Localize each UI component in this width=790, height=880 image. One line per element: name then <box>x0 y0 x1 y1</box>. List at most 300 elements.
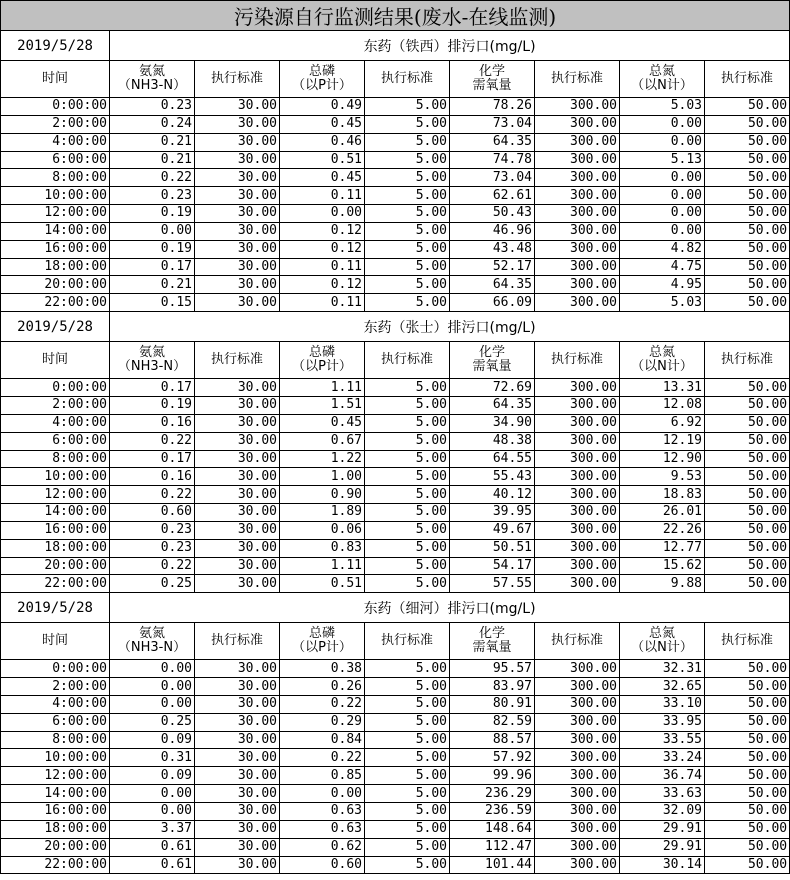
cell-cod: 66.09 <box>450 294 535 312</box>
cell-cod: 64.55 <box>450 450 535 468</box>
header-phosphorus: 总磷 （以P计） <box>280 61 365 98</box>
cell-time: 6:00:00 <box>1 713 110 731</box>
cell-phosphorus-standard: 5.00 <box>365 731 450 749</box>
title-row <box>1 1 790 31</box>
table-row <box>1 468 790 486</box>
cell-phosphorus-standard: 5.00 <box>365 240 450 258</box>
cell-cod: 112.47 <box>450 838 535 856</box>
cell-nitrogen-standard: 50.00 <box>705 187 790 205</box>
cell-nitrogen: 0.00 <box>620 133 705 151</box>
table-row <box>1 838 790 856</box>
header-standard: 执行标准 <box>365 61 450 98</box>
cell-cod: 40.12 <box>450 486 535 504</box>
cell-phosphorus-standard: 5.00 <box>365 713 450 731</box>
cell-ammonia-standard: 30.00 <box>195 151 280 169</box>
cell-nitrogen: 15.62 <box>620 557 705 575</box>
cell-phosphorus-standard: 5.00 <box>365 660 450 678</box>
cell-nitrogen-standard: 50.00 <box>705 695 790 713</box>
cell-time: 12:00:00 <box>1 767 110 785</box>
cell-phosphorus: 0.45 <box>280 169 365 187</box>
cell-cod-standard: 300.00 <box>535 414 620 432</box>
cell-time: 16:00:00 <box>1 803 110 821</box>
header-time: 时间 <box>1 342 110 379</box>
section-header-row <box>1 593 790 623</box>
cell-cod: 50.43 <box>450 205 535 223</box>
cell-ammonia: 0.00 <box>110 222 195 240</box>
cell-cod: 55.43 <box>450 468 535 486</box>
cell-time: 14:00:00 <box>1 222 110 240</box>
cell-ammonia-standard: 30.00 <box>195 660 280 678</box>
cell-time: 10:00:00 <box>1 187 110 205</box>
cell-nitrogen: 4.82 <box>620 240 705 258</box>
cell-cod: 39.95 <box>450 504 535 522</box>
table-row <box>1 432 790 450</box>
header-standard: 执行标准 <box>365 623 450 660</box>
cell-phosphorus: 0.00 <box>280 205 365 223</box>
cell-ammonia-standard: 30.00 <box>195 678 280 696</box>
cell-nitrogen-standard: 50.00 <box>705 133 790 151</box>
table-row <box>1 294 790 312</box>
cell-cod: 148.64 <box>450 820 535 838</box>
cell-phosphorus: 1.11 <box>280 557 365 575</box>
cell-cod: 83.97 <box>450 678 535 696</box>
cell-ammonia: 0.61 <box>110 856 195 874</box>
header-standard: 执行标准 <box>535 623 620 660</box>
cell-nitrogen-standard: 50.00 <box>705 222 790 240</box>
section-date: 2019/5/28 <box>1 312 110 342</box>
cell-cod: 43.48 <box>450 240 535 258</box>
cell-phosphorus: 1.89 <box>280 504 365 522</box>
cell-cod: 46.96 <box>450 222 535 240</box>
cell-phosphorus-standard: 5.00 <box>365 115 450 133</box>
cell-phosphorus: 0.38 <box>280 660 365 678</box>
table-row <box>1 98 790 116</box>
cell-time: 12:00:00 <box>1 205 110 223</box>
cell-cod-standard: 300.00 <box>535 838 620 856</box>
cell-ammonia: 0.16 <box>110 414 195 432</box>
cell-cod: 101.44 <box>450 856 535 874</box>
header-cod: 化学 需氧量 <box>450 61 535 98</box>
cell-nitrogen-standard: 50.00 <box>705 785 790 803</box>
cell-cod-standard: 300.00 <box>535 276 620 294</box>
cell-phosphorus: 0.90 <box>280 486 365 504</box>
table-row <box>1 856 790 874</box>
cell-cod-standard: 300.00 <box>535 258 620 276</box>
cell-cod-standard: 300.00 <box>535 468 620 486</box>
cell-nitrogen: 0.00 <box>620 115 705 133</box>
cell-cod-standard: 300.00 <box>535 151 620 169</box>
cell-nitrogen: 4.75 <box>620 258 705 276</box>
cell-phosphorus: 0.83 <box>280 539 365 557</box>
cell-nitrogen-standard: 50.00 <box>705 856 790 874</box>
table-row <box>1 575 790 593</box>
cell-nitrogen: 5.03 <box>620 98 705 116</box>
cell-time: 4:00:00 <box>1 133 110 151</box>
cell-ammonia-standard: 30.00 <box>195 838 280 856</box>
cell-nitrogen-standard: 50.00 <box>705 713 790 731</box>
cell-nitrogen-standard: 50.00 <box>705 557 790 575</box>
cell-phosphorus: 0.11 <box>280 258 365 276</box>
cell-phosphorus: 0.63 <box>280 820 365 838</box>
cell-phosphorus-standard: 5.00 <box>365 133 450 151</box>
cell-phosphorus-standard: 5.00 <box>365 539 450 557</box>
cell-phosphorus: 0.46 <box>280 133 365 151</box>
cell-phosphorus-standard: 5.00 <box>365 294 450 312</box>
cell-ammonia-standard: 30.00 <box>195 379 280 397</box>
cell-time: 0:00:00 <box>1 379 110 397</box>
table-row <box>1 539 790 557</box>
cell-ammonia-standard: 30.00 <box>195 521 280 539</box>
cell-time: 20:00:00 <box>1 276 110 294</box>
cell-ammonia: 0.25 <box>110 713 195 731</box>
header-ammonia: 氨氮 （NH3-N） <box>110 342 195 379</box>
cell-nitrogen: 12.08 <box>620 396 705 414</box>
cell-ammonia: 0.17 <box>110 379 195 397</box>
cell-ammonia-standard: 30.00 <box>195 450 280 468</box>
cell-nitrogen-standard: 50.00 <box>705 521 790 539</box>
cell-time: 0:00:00 <box>1 98 110 116</box>
cell-nitrogen: 29.91 <box>620 838 705 856</box>
cell-phosphorus-standard: 5.00 <box>365 151 450 169</box>
cell-nitrogen: 33.55 <box>620 731 705 749</box>
cell-phosphorus: 0.51 <box>280 151 365 169</box>
cell-time: 10:00:00 <box>1 468 110 486</box>
cell-cod: 64.35 <box>450 396 535 414</box>
cell-cod-standard: 300.00 <box>535 856 620 874</box>
table-row <box>1 151 790 169</box>
cell-nitrogen: 29.91 <box>620 820 705 838</box>
cell-phosphorus-standard: 5.00 <box>365 222 450 240</box>
cell-nitrogen: 9.53 <box>620 468 705 486</box>
cell-ammonia: 0.17 <box>110 258 195 276</box>
cell-cod-standard: 300.00 <box>535 432 620 450</box>
cell-ammonia-standard: 30.00 <box>195 575 280 593</box>
cell-cod-standard: 300.00 <box>535 713 620 731</box>
cell-cod-standard: 300.00 <box>535 695 620 713</box>
cell-cod: 95.57 <box>450 660 535 678</box>
cell-nitrogen-standard: 50.00 <box>705 575 790 593</box>
cell-cod-standard: 300.00 <box>535 115 620 133</box>
cell-cod-standard: 300.00 <box>535 294 620 312</box>
cell-ammonia-standard: 30.00 <box>195 695 280 713</box>
cell-ammonia-standard: 30.00 <box>195 557 280 575</box>
cell-time: 18:00:00 <box>1 539 110 557</box>
cell-ammonia-standard: 30.00 <box>195 486 280 504</box>
cell-time: 4:00:00 <box>1 414 110 432</box>
cell-phosphorus: 1.22 <box>280 450 365 468</box>
cell-time: 2:00:00 <box>1 678 110 696</box>
cell-phosphorus-standard: 5.00 <box>365 276 450 294</box>
cell-ammonia-standard: 30.00 <box>195 187 280 205</box>
table-row <box>1 713 790 731</box>
cell-phosphorus: 0.22 <box>280 695 365 713</box>
cell-time: 22:00:00 <box>1 294 110 312</box>
cell-ammonia: 0.19 <box>110 205 195 223</box>
cell-ammonia-standard: 30.00 <box>195 258 280 276</box>
cell-ammonia-standard: 30.00 <box>195 856 280 874</box>
cell-ammonia-standard: 30.00 <box>195 432 280 450</box>
table-row <box>1 205 790 223</box>
cell-cod: 82.59 <box>450 713 535 731</box>
cell-phosphorus: 0.12 <box>280 276 365 294</box>
table-row <box>1 187 790 205</box>
cell-ammonia: 0.16 <box>110 468 195 486</box>
cell-cod-standard: 300.00 <box>535 820 620 838</box>
table-row <box>1 785 790 803</box>
cell-time: 14:00:00 <box>1 504 110 522</box>
cell-nitrogen: 4.95 <box>620 276 705 294</box>
cell-cod: 49.67 <box>450 521 535 539</box>
cell-nitrogen-standard: 50.00 <box>705 98 790 116</box>
cell-phosphorus: 0.11 <box>280 294 365 312</box>
cell-time: 4:00:00 <box>1 695 110 713</box>
cell-ammonia: 0.00 <box>110 785 195 803</box>
cell-nitrogen: 18.83 <box>620 486 705 504</box>
table-row <box>1 276 790 294</box>
cell-phosphorus-standard: 5.00 <box>365 678 450 696</box>
cell-cod: 236.59 <box>450 803 535 821</box>
section-date: 2019/5/28 <box>1 31 110 61</box>
cell-time: 8:00:00 <box>1 169 110 187</box>
cell-time: 8:00:00 <box>1 731 110 749</box>
cell-ammonia: 0.21 <box>110 133 195 151</box>
header-standard: 执行标准 <box>195 342 280 379</box>
cell-nitrogen: 33.24 <box>620 749 705 767</box>
header-nitrogen: 总氮 （以N计） <box>620 342 705 379</box>
header-standard: 执行标准 <box>535 61 620 98</box>
table-row <box>1 222 790 240</box>
table-row <box>1 678 790 696</box>
header-time: 时间 <box>1 623 110 660</box>
cell-phosphorus: 0.26 <box>280 678 365 696</box>
cell-cod-standard: 300.00 <box>535 169 620 187</box>
table-row <box>1 660 790 678</box>
cell-phosphorus-standard: 5.00 <box>365 98 450 116</box>
cell-cod: 48.38 <box>450 432 535 450</box>
page-title: 污染源自行监测结果(废水-在线监测) <box>1 1 790 31</box>
cell-nitrogen: 0.00 <box>620 222 705 240</box>
cell-ammonia: 0.00 <box>110 695 195 713</box>
cell-time: 6:00:00 <box>1 432 110 450</box>
cell-nitrogen-standard: 50.00 <box>705 660 790 678</box>
cell-phosphorus: 1.00 <box>280 468 365 486</box>
cell-cod-standard: 300.00 <box>535 539 620 557</box>
cell-phosphorus: 0.12 <box>280 222 365 240</box>
cell-ammonia-standard: 30.00 <box>195 749 280 767</box>
cell-phosphorus: 0.51 <box>280 575 365 593</box>
cell-cod: 72.69 <box>450 379 535 397</box>
header-standard: 执行标准 <box>705 342 790 379</box>
cell-nitrogen-standard: 50.00 <box>705 504 790 522</box>
cell-time: 2:00:00 <box>1 115 110 133</box>
cell-cod-standard: 300.00 <box>535 557 620 575</box>
table-row <box>1 240 790 258</box>
cell-time: 6:00:00 <box>1 151 110 169</box>
cell-cod-standard: 300.00 <box>535 678 620 696</box>
cell-time: 8:00:00 <box>1 450 110 468</box>
cell-phosphorus-standard: 5.00 <box>365 575 450 593</box>
cell-phosphorus: 0.06 <box>280 521 365 539</box>
cell-time: 2:00:00 <box>1 396 110 414</box>
cell-cod-standard: 300.00 <box>535 660 620 678</box>
cell-nitrogen: 30.14 <box>620 856 705 874</box>
cell-nitrogen-standard: 50.00 <box>705 539 790 557</box>
cell-ammonia-standard: 30.00 <box>195 731 280 749</box>
cell-phosphorus: 0.12 <box>280 240 365 258</box>
cell-nitrogen: 22.26 <box>620 521 705 539</box>
cell-cod: 50.51 <box>450 539 535 557</box>
cell-cod-standard: 300.00 <box>535 749 620 767</box>
cell-cod-standard: 300.00 <box>535 486 620 504</box>
cell-ammonia: 0.00 <box>110 678 195 696</box>
cell-phosphorus-standard: 5.00 <box>365 205 450 223</box>
cell-cod: 88.57 <box>450 731 535 749</box>
cell-cod-standard: 300.00 <box>535 767 620 785</box>
cell-ammonia: 0.22 <box>110 486 195 504</box>
cell-nitrogen-standard: 50.00 <box>705 258 790 276</box>
header-phosphorus: 总磷 （以P计） <box>280 342 365 379</box>
cell-nitrogen: 12.77 <box>620 539 705 557</box>
cell-nitrogen: 32.31 <box>620 660 705 678</box>
cell-ammonia-standard: 30.00 <box>195 205 280 223</box>
header-cod: 化学 需氧量 <box>450 342 535 379</box>
table-row <box>1 414 790 432</box>
header-ammonia: 氨氮 （NH3-N） <box>110 61 195 98</box>
cell-nitrogen: 0.00 <box>620 187 705 205</box>
table-row <box>1 133 790 151</box>
table-row <box>1 521 790 539</box>
cell-nitrogen-standard: 50.00 <box>705 169 790 187</box>
cell-phosphorus: 0.45 <box>280 414 365 432</box>
cell-nitrogen-standard: 50.00 <box>705 115 790 133</box>
cell-ammonia-standard: 30.00 <box>195 820 280 838</box>
cell-phosphorus-standard: 5.00 <box>365 838 450 856</box>
cell-nitrogen-standard: 50.00 <box>705 432 790 450</box>
cell-phosphorus-standard: 5.00 <box>365 803 450 821</box>
section-site-name: 东药（铁西）排污口(mg/L) <box>110 31 790 61</box>
cell-cod: 78.26 <box>450 98 535 116</box>
cell-phosphorus: 0.29 <box>280 713 365 731</box>
cell-ammonia: 0.00 <box>110 660 195 678</box>
cell-cod-standard: 300.00 <box>535 450 620 468</box>
cell-phosphorus-standard: 5.00 <box>365 169 450 187</box>
cell-phosphorus: 1.51 <box>280 396 365 414</box>
cell-nitrogen: 0.00 <box>620 205 705 223</box>
table-row <box>1 486 790 504</box>
cell-ammonia-standard: 30.00 <box>195 396 280 414</box>
cell-ammonia: 0.23 <box>110 187 195 205</box>
cell-time: 16:00:00 <box>1 240 110 258</box>
cell-ammonia-standard: 30.00 <box>195 240 280 258</box>
cell-nitrogen-standard: 50.00 <box>705 731 790 749</box>
cell-time: 0:00:00 <box>1 660 110 678</box>
cell-cod: 52.17 <box>450 258 535 276</box>
cell-phosphorus: 0.11 <box>280 187 365 205</box>
cell-phosphorus-standard: 5.00 <box>365 258 450 276</box>
cell-ammonia-standard: 30.00 <box>195 785 280 803</box>
header-time: 时间 <box>1 61 110 98</box>
cell-ammonia: 0.17 <box>110 450 195 468</box>
cell-phosphorus-standard: 5.00 <box>365 450 450 468</box>
cell-time: 12:00:00 <box>1 486 110 504</box>
header-standard: 执行标准 <box>365 342 450 379</box>
cell-phosphorus-standard: 5.00 <box>365 785 450 803</box>
cell-ammonia-standard: 30.00 <box>195 713 280 731</box>
cell-phosphorus-standard: 5.00 <box>365 379 450 397</box>
cell-cod-standard: 300.00 <box>535 205 620 223</box>
cell-ammonia: 0.22 <box>110 169 195 187</box>
cell-cod-standard: 300.00 <box>535 504 620 522</box>
section-header-row <box>1 31 790 61</box>
cell-cod: 57.92 <box>450 749 535 767</box>
cell-ammonia: 0.22 <box>110 557 195 575</box>
cell-nitrogen-standard: 50.00 <box>705 803 790 821</box>
header-standard: 执行标准 <box>705 623 790 660</box>
cell-time: 22:00:00 <box>1 575 110 593</box>
cell-ammonia: 0.00 <box>110 803 195 821</box>
cell-ammonia: 0.22 <box>110 432 195 450</box>
cell-nitrogen-standard: 50.00 <box>705 379 790 397</box>
cell-phosphorus-standard: 5.00 <box>365 414 450 432</box>
table-row <box>1 767 790 785</box>
cell-nitrogen: 33.10 <box>620 695 705 713</box>
table-row <box>1 258 790 276</box>
cell-ammonia: 0.24 <box>110 115 195 133</box>
cell-ammonia-standard: 30.00 <box>195 803 280 821</box>
cell-cod-standard: 300.00 <box>535 98 620 116</box>
cell-nitrogen-standard: 50.00 <box>705 276 790 294</box>
table-row <box>1 450 790 468</box>
cell-time: 16:00:00 <box>1 521 110 539</box>
cell-ammonia-standard: 30.00 <box>195 98 280 116</box>
cell-cod-standard: 300.00 <box>535 187 620 205</box>
cell-cod: 57.55 <box>450 575 535 593</box>
table-row <box>1 749 790 767</box>
cell-phosphorus-standard: 5.00 <box>365 486 450 504</box>
table-row <box>1 169 790 187</box>
cell-ammonia: 0.09 <box>110 767 195 785</box>
cell-time: 18:00:00 <box>1 258 110 276</box>
cell-phosphorus: 0.62 <box>280 838 365 856</box>
cell-cod: 80.91 <box>450 695 535 713</box>
cell-nitrogen-standard: 50.00 <box>705 486 790 504</box>
cell-nitrogen-standard: 50.00 <box>705 678 790 696</box>
cell-nitrogen-standard: 50.00 <box>705 468 790 486</box>
cell-ammonia-standard: 30.00 <box>195 414 280 432</box>
table-row <box>1 820 790 838</box>
cell-cod: 236.29 <box>450 785 535 803</box>
cell-nitrogen-standard: 50.00 <box>705 294 790 312</box>
header-standard: 执行标准 <box>195 61 280 98</box>
cell-nitrogen: 32.09 <box>620 803 705 821</box>
table-row <box>1 731 790 749</box>
cell-phosphorus-standard: 5.00 <box>365 820 450 838</box>
cell-nitrogen: 12.90 <box>620 450 705 468</box>
cell-phosphorus: 0.60 <box>280 856 365 874</box>
column-header-row <box>1 61 790 98</box>
cell-ammonia-standard: 30.00 <box>195 294 280 312</box>
cell-ammonia: 0.21 <box>110 151 195 169</box>
cell-ammonia: 0.21 <box>110 276 195 294</box>
cell-phosphorus: 0.49 <box>280 98 365 116</box>
cell-nitrogen-standard: 50.00 <box>705 820 790 838</box>
cell-ammonia: 0.23 <box>110 539 195 557</box>
cell-phosphorus: 0.67 <box>280 432 365 450</box>
cell-time: 10:00:00 <box>1 749 110 767</box>
cell-ammonia-standard: 30.00 <box>195 539 280 557</box>
cell-cod-standard: 300.00 <box>535 803 620 821</box>
cell-time: 20:00:00 <box>1 838 110 856</box>
